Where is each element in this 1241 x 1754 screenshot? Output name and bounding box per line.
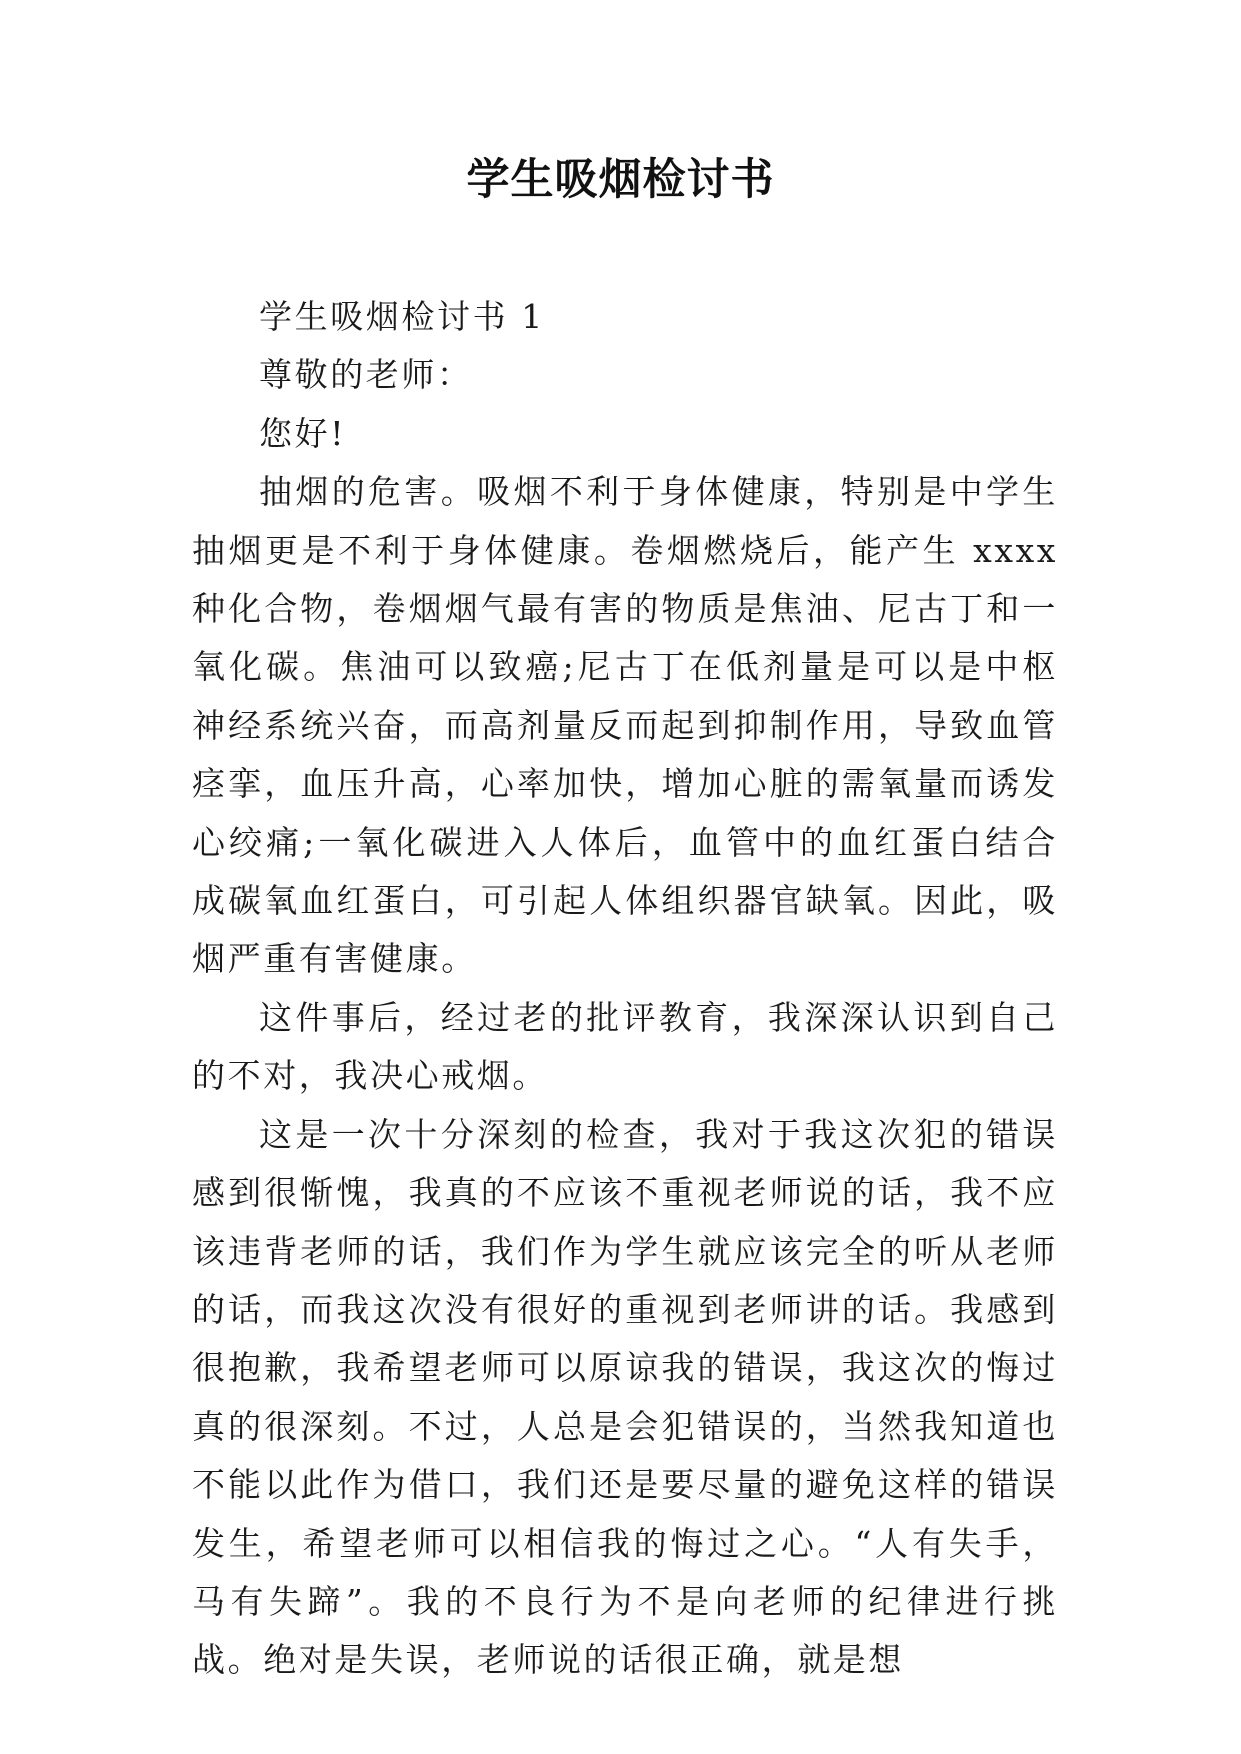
salutation: 尊敬的老师： <box>259 355 473 395</box>
paragraph-resolution: 这件事后，经过老的批评教育，我深深认识到自己的不对，我决心戒烟。 <box>192 997 1058 1096</box>
document-body <box>192 288 1058 1690</box>
paragraph-smoking-harm: 抽烟的危害。吸烟不利于身体健康，特别是中学生抽烟更是不利于身体健康。卷烟燃烧后，能产生 xxxx 种化合物，卷烟烟气最有害的物质是焦油、尼古丁和一氧化碳。焦油可以致癌;尼古丁在低剂量是可以是中枢神经系统兴奋，而高剂量反而起到抑制作用，导致血管痉挛，血压升高，心率加快，增加心脏的需氧量而诱发心绞痛;一氧化碳进入人体后，血管中的血红蛋白结合成碳氧血红蛋白，可引起人体组织器官缺氧。因此，吸烟严重有害健康。 <box>192 472 1058 979</box>
document-title: 学生吸烟检讨书 <box>466 155 775 205</box>
greeting: 您好! <box>259 413 347 453</box>
paragraph-reflection: 这是一次十分深刻的检查，我对于我这次犯的错误感到很惭愧，我真的不应该不重视老师说的话，我不应该违背老师的话，我们作为学生就应该完全的听从老师的话，而我这次没有很好的重视到老师讲的话。我感到很抱歉，我希望老师可以原谅我的错误，我这次的悔过真的很深刻。不过，人总是会犯错误的，当然我知道也不能以此作为借口，我们还是要尽量的避免这样的错误发生，希望老师可以相信我的悔过之心。“人有失手，马有失蹄”。我的不良行为不是向老师的纪律进行挑战。绝对是失误，老师说的话很正确，就是想 <box>192 1114 1058 1680</box>
section-heading: 学生吸烟检讨书 1 <box>259 297 545 336</box>
